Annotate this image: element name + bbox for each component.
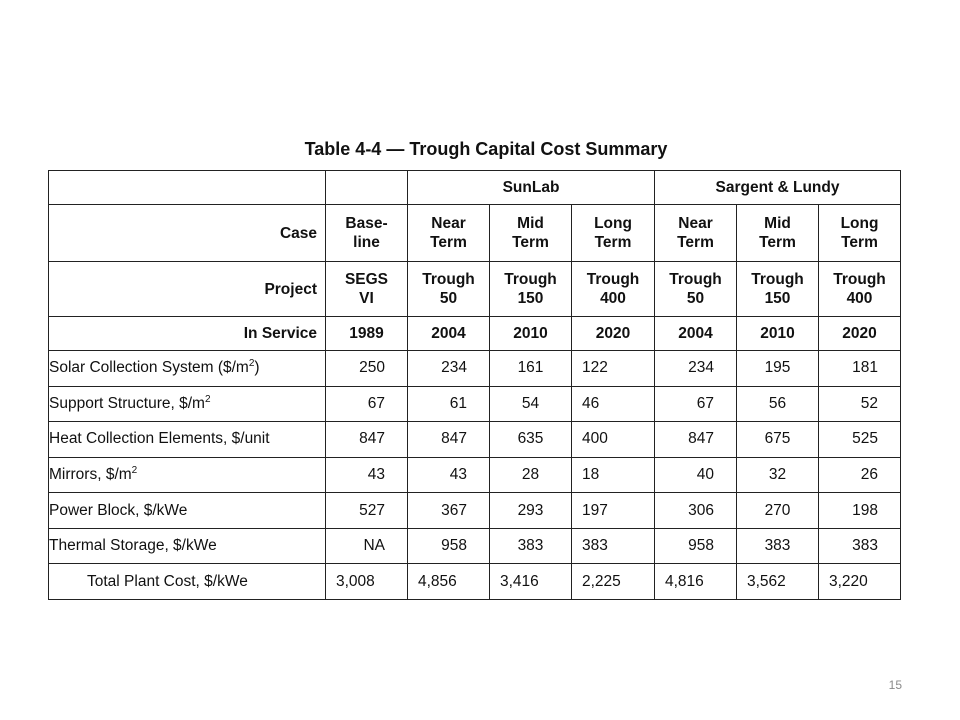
value-cell: 195 bbox=[737, 351, 819, 387]
case-cell: Near Term bbox=[655, 205, 737, 262]
group-header-sargent-lundy: Sargent & Lundy bbox=[655, 171, 901, 205]
case-cell: Base- line bbox=[326, 205, 408, 262]
row-label: Thermal Storage, $/kWe bbox=[49, 528, 326, 564]
group-header-blank bbox=[49, 171, 326, 205]
project-row-label: Project bbox=[49, 262, 326, 317]
project-cell: Trough 50 bbox=[408, 262, 490, 317]
total-value-cell: 3,220 bbox=[819, 564, 901, 600]
in-service-cell: 2010 bbox=[490, 317, 572, 351]
value-cell: 383 bbox=[737, 528, 819, 564]
project-cell: Trough 150 bbox=[490, 262, 572, 317]
value-cell: 234 bbox=[408, 351, 490, 387]
in-service-row-label: In Service bbox=[49, 317, 326, 351]
value-cell: 198 bbox=[819, 493, 901, 529]
case-cell: Near Term bbox=[408, 205, 490, 262]
table-title: Table 4-4 — Trough Capital Cost Summary bbox=[304, 139, 668, 159]
row-label: Power Block, $/kWe bbox=[49, 493, 326, 529]
table-row bbox=[49, 493, 901, 529]
total-value-cell: 4,816 bbox=[655, 564, 737, 600]
group-header-sunlab: SunLab bbox=[408, 171, 655, 205]
project-cell: Trough 400 bbox=[819, 262, 901, 317]
value-cell: 400 bbox=[572, 422, 655, 458]
table-row bbox=[49, 386, 901, 422]
value-cell: 958 bbox=[408, 528, 490, 564]
value-cell: 67 bbox=[326, 386, 408, 422]
value-cell: 46 bbox=[572, 386, 655, 422]
value-cell: 525 bbox=[819, 422, 901, 458]
total-row bbox=[49, 564, 901, 600]
value-cell: 383 bbox=[819, 528, 901, 564]
total-value-cell: 2,225 bbox=[572, 564, 655, 600]
value-cell: 52 bbox=[819, 386, 901, 422]
value-cell: 26 bbox=[819, 457, 901, 493]
value-cell: 847 bbox=[655, 422, 737, 458]
row-label: Heat Collection Elements, $/unit bbox=[49, 422, 326, 458]
total-label: Total Plant Cost, $/kWe bbox=[49, 564, 326, 600]
case-cell: Long Term bbox=[819, 205, 901, 262]
in-service-cell: 2020 bbox=[819, 317, 901, 351]
case-row bbox=[49, 205, 901, 262]
row-label: Solar Collection System $(\$/m^2)$ bbox=[49, 351, 326, 387]
project-cell: SEGS VI bbox=[326, 262, 408, 317]
value-cell: 181 bbox=[819, 351, 901, 387]
value-cell: 56 bbox=[737, 386, 819, 422]
row-label: Support Structure, $\$/m^2$ bbox=[49, 386, 326, 422]
total-value-cell: 3,416 bbox=[490, 564, 572, 600]
value-cell: 197 bbox=[572, 493, 655, 529]
project-row bbox=[49, 262, 901, 317]
value-cell: 18 bbox=[572, 457, 655, 493]
value-cell: 43 bbox=[408, 457, 490, 493]
value-cell: 61 bbox=[408, 386, 490, 422]
value-cell: 161 bbox=[490, 351, 572, 387]
in-service-cell: 2004 bbox=[408, 317, 490, 351]
case-cell: Mid Term bbox=[737, 205, 819, 262]
project-cell: Trough 50 bbox=[655, 262, 737, 317]
value-cell: 43 bbox=[326, 457, 408, 493]
value-cell: 367 bbox=[408, 493, 490, 529]
value-cell: 122 bbox=[572, 351, 655, 387]
total-value-cell: 3,008 bbox=[326, 564, 408, 600]
page-number: 15 bbox=[888, 678, 902, 692]
value-cell: 32 bbox=[737, 457, 819, 493]
in-service-cell: 2004 bbox=[655, 317, 737, 351]
value-cell: 383 bbox=[490, 528, 572, 564]
value-cell: 635 bbox=[490, 422, 572, 458]
total-value-cell: 4,856 bbox=[408, 564, 490, 600]
in-service-cell: 2020 bbox=[572, 317, 655, 351]
value-cell: 270 bbox=[737, 493, 819, 529]
value-cell: 958 bbox=[655, 528, 737, 564]
case-cell: Long Term bbox=[572, 205, 655, 262]
total-value-cell: 3,562 bbox=[737, 564, 819, 600]
in-service-cell: 1989 bbox=[326, 317, 408, 351]
capital-cost-table bbox=[48, 170, 901, 600]
case-cell: Mid Term bbox=[490, 205, 572, 262]
row-label: Mirrors, $\$/m^2$ bbox=[49, 457, 326, 493]
in-service-row bbox=[49, 317, 901, 351]
table-row bbox=[49, 457, 901, 493]
value-cell: 527 bbox=[326, 493, 408, 529]
value-cell: 67 bbox=[655, 386, 737, 422]
value-cell: 306 bbox=[655, 493, 737, 529]
value-cell: 293 bbox=[490, 493, 572, 529]
table-row bbox=[49, 528, 901, 564]
value-cell: 847 bbox=[326, 422, 408, 458]
group-header-blank bbox=[326, 171, 408, 205]
table-row bbox=[49, 351, 901, 387]
group-header-row bbox=[49, 171, 901, 205]
value-cell: 28 bbox=[490, 457, 572, 493]
value-cell: 250 bbox=[326, 351, 408, 387]
value-cell: 40 bbox=[655, 457, 737, 493]
value-cell: NA bbox=[326, 528, 408, 564]
table-row bbox=[49, 422, 901, 458]
value-cell: 847 bbox=[408, 422, 490, 458]
value-cell: 234 bbox=[655, 351, 737, 387]
in-service-cell: 2010 bbox=[737, 317, 819, 351]
project-cell: Trough 400 bbox=[572, 262, 655, 317]
value-cell: 383 bbox=[572, 528, 655, 564]
project-cell: Trough 150 bbox=[737, 262, 819, 317]
case-row-label: Case bbox=[49, 205, 326, 262]
value-cell: 675 bbox=[737, 422, 819, 458]
value-cell: 54 bbox=[490, 386, 572, 422]
